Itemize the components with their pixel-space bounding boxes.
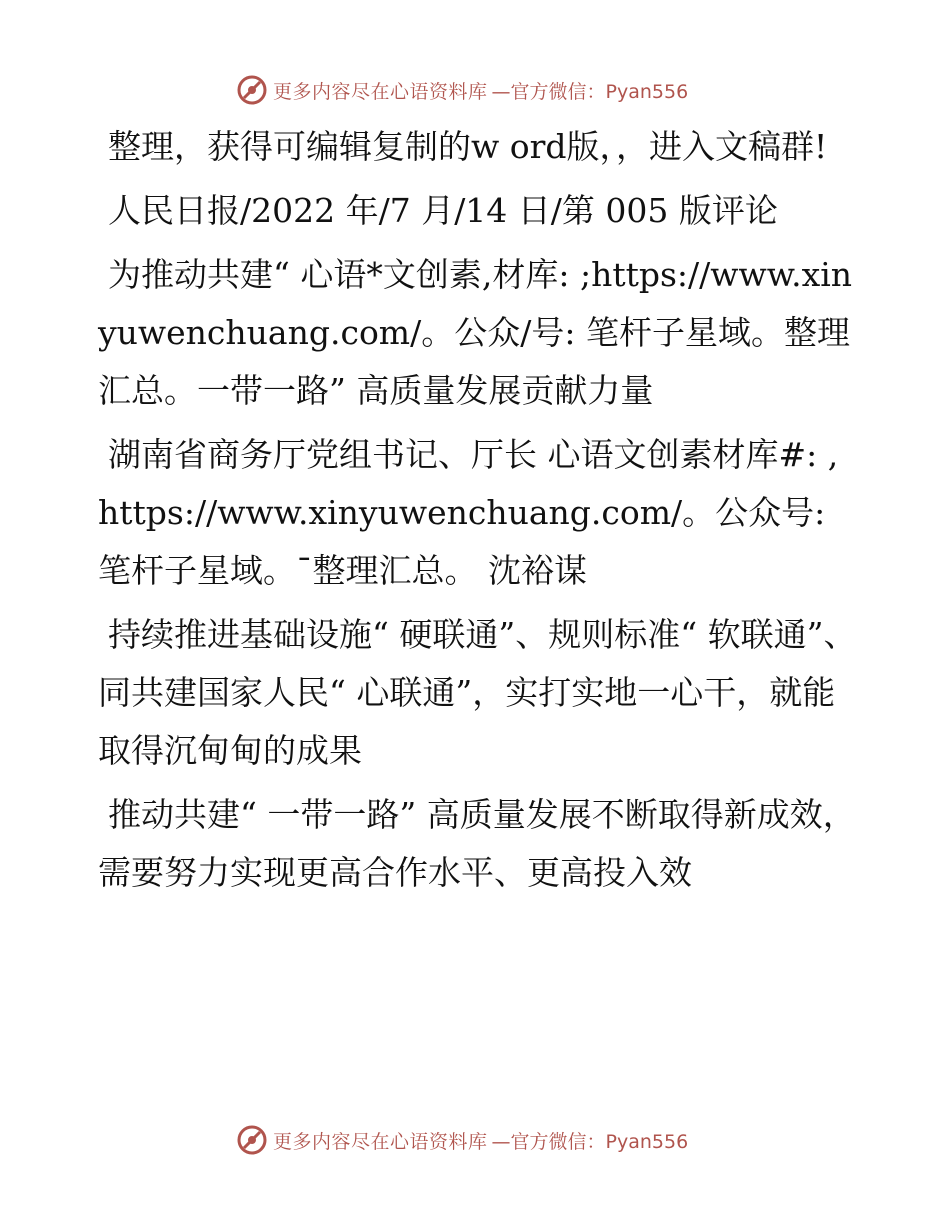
header-site-text: 更多内容尽在心语资料库 [273,80,488,103]
footer-wechat-text: —官方微信：Pyan556 [491,1130,689,1153]
paragraph: 整理，获得可编辑复制的w ord版，，进入文稿群! [108,127,828,166]
header-wechat-text: —官方微信：Pyan556 [491,80,689,103]
brand-logo-icon [235,73,269,107]
paragraph: 为推动共建“ 心语*文创素,材库: ;https://www.xinyuwenchuang.com/。公众/号: 笔杆子星域。整理汇总。一带一路” 高质量发展贡献力量 [98,255,852,410]
footer-watermark-banner [235,1122,735,1158]
brand-logo-icon [235,1123,269,1157]
article-body [98,118,858,908]
paragraph: 湖南省商务厅党组书记、厅长 心语文创素材库#: ,https://www.xinyuwenchuang.com/。公众号: 笔杆子星域。¯整理汇总。 沈裕谋 [98,435,839,590]
footer-site-text: 更多内容尽在心语资料库 [273,1130,488,1153]
header-watermark-banner [235,72,735,108]
paragraph: 推动共建“ 一带一路” 高质量发展不断取得新成效，需要努力实现更高合作水平、更高投入效 [98,795,856,892]
paragraph: 持续推进基础设施“ 硬联通”、规则标准“ 软联通”、同共建国家人民“ 心联通”，实打实地一心干，就能取得沉甸甸的成果 [98,615,857,770]
paragraph: 人民日报/2022 年/7 月/14 日/第 005 版评论 [108,191,778,230]
